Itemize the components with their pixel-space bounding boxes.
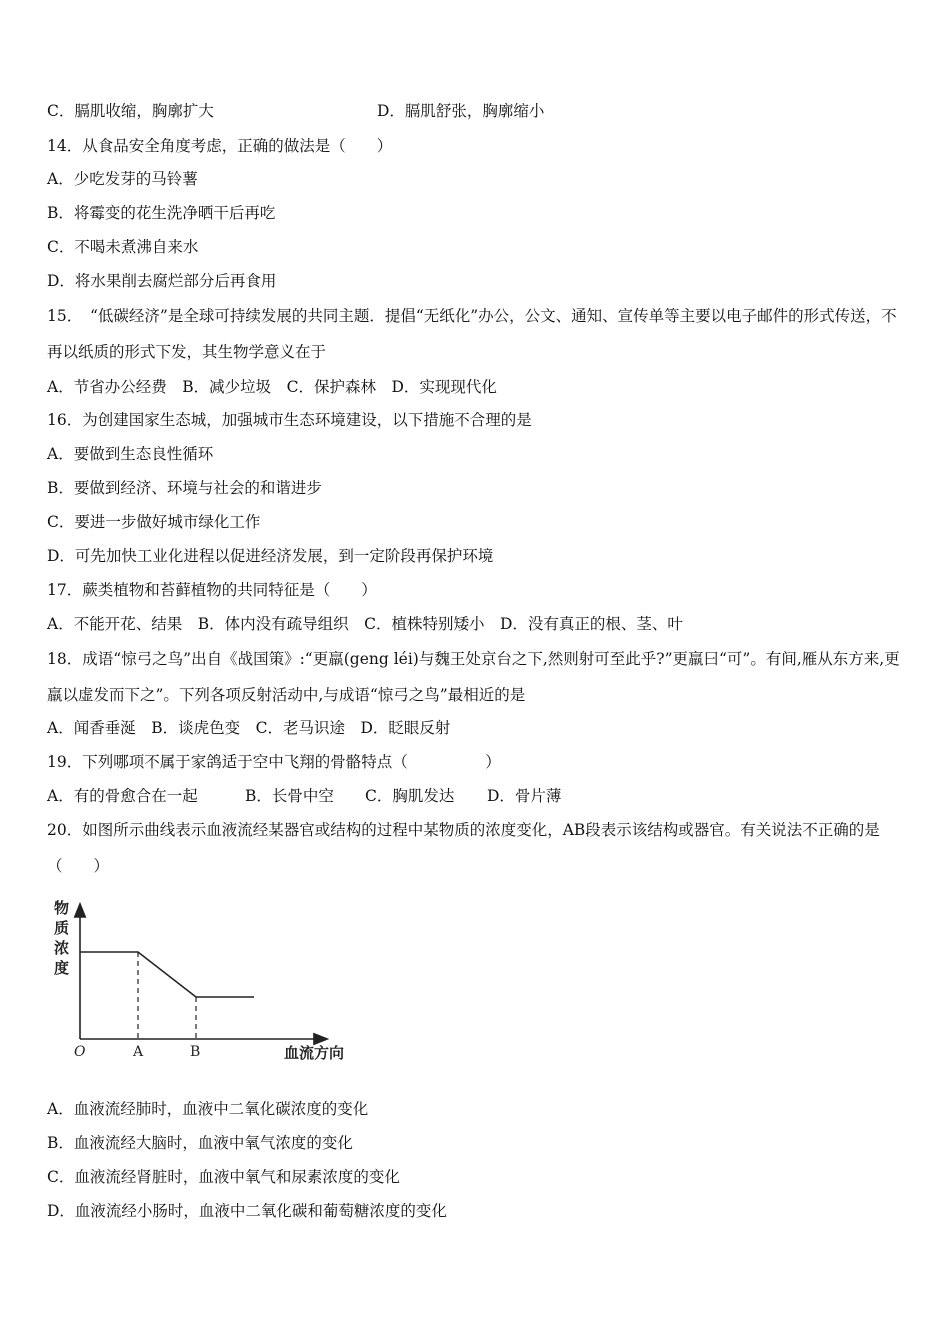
q14-option-a: A．少吃发芽的马铃薯 — [47, 170, 198, 188]
q20-option-a: A．血液流经肺时，血液中二氧化碳浓度的变化 — [47, 1100, 369, 1118]
q19-option-d: D．骨片薄 — [487, 787, 562, 805]
q15-stem: 15． “低碳经济”是全球可持续发展的共同主题．提倡“无纸化”办公，公文、通知、宣传单等主要以电子邮件的形式传送，不再以纸质的形式下发，其生物学意义在于 — [47, 307, 897, 361]
graph-ylabel-char-1: 物 — [54, 899, 70, 917]
q20-stem: 20．如图所示曲线表示血液流经某器官或结构的过程中某物质的浓度变化，AB段表示该结构或器官。有关说法不正确的是（ ） — [47, 821, 880, 875]
graph-origin-label: O — [74, 1044, 86, 1060]
q16-option-b: B．要做到经济、环境与社会的和谐进步 — [47, 479, 322, 497]
q14-option-d: D．将水果削去腐烂部分后再食用 — [47, 272, 277, 290]
graph-ylabel-char-4: 度 — [54, 959, 70, 977]
q19-stem: 19．下列哪项不属于家鸽适于空中飞翔的骨骼特点（ ） — [47, 753, 501, 771]
q19-option-b: B．长骨中空 — [245, 787, 334, 805]
q17-options: A．不能开花、结果 B．体内没有疏导组织 C．植株特别矮小 D．没有真正的根、茎、叶 — [47, 615, 683, 633]
q13-option-d: D．膈肌舒张，胸廓缩小 — [377, 102, 545, 120]
graph-curve — [80, 952, 254, 997]
q19-options-row — [47, 786, 561, 806]
q14-option-b: B．将霉变的花生洗净晒干后再吃 — [47, 204, 276, 222]
q14-stem: 14．从食品安全角度考虑，正确的做法是（ ） — [47, 137, 393, 155]
q19-option-a: A．有的骨愈合在一起 — [47, 787, 198, 805]
graph-point-a-label: A — [133, 1044, 144, 1060]
q16-option-c: C．要进一步做好城市绿化工作 — [47, 513, 261, 531]
graph-ylabel-char-2: 质 — [54, 919, 70, 937]
q13-option-c: C．膈肌收缩，胸廓扩大 — [47, 102, 214, 120]
q16-stem: 16．为创建国家生态城，加强城市生态环境建设，以下措施不合理的是 — [47, 411, 532, 429]
q16-option-d: D．可先加快工业化进程以促进经济发展，到一定阶段再保护环境 — [47, 547, 494, 565]
q14-option-c: C．不喝未煮沸自来水 — [47, 238, 199, 256]
q17-stem: 17．蕨类植物和苔藓植物的共同特征是（ ） — [47, 581, 377, 599]
graph-xlabel: 血流方向 — [284, 1044, 345, 1062]
concentration-graph — [44, 893, 374, 1068]
q18-stem: 18．成语“惊弓之鸟”出自《战国策》:“更羸(geng léi)与魏王处京台之下,然则射可至此乎?”更羸曰“可”。有间,雁从东方来,更羸以虚发而下之”。下列各项反射活动中,与成语“惊弓之鸟”最相近的是 — [47, 650, 900, 704]
q19-option-c: C．胸肌发达 — [365, 787, 455, 805]
graph-point-b-label: B — [190, 1044, 201, 1060]
q20-option-c: C．血液流经肾脏时，血液中氧气和尿素浓度的变化 — [47, 1168, 400, 1186]
q16-option-a: A．要做到生态良性循环 — [47, 445, 214, 463]
q15-options: A．节省办公经费 B．减少垃圾 C．保护森林 D．实现现代化 — [47, 378, 497, 396]
q20-option-b: B．血液流经大脑时，血液中氧气浓度的变化 — [47, 1134, 353, 1152]
q18-options: A．闻香垂涎 B．谈虎色变 C．老马识途 D．眨眼反射 — [47, 719, 451, 737]
q20-option-d: D．血液流经小肠时，血液中二氧化碳和葡萄糖浓度的变化 — [47, 1202, 447, 1220]
graph-ylabel-char-3: 浓 — [54, 939, 70, 957]
q13-options-row — [47, 101, 544, 121]
